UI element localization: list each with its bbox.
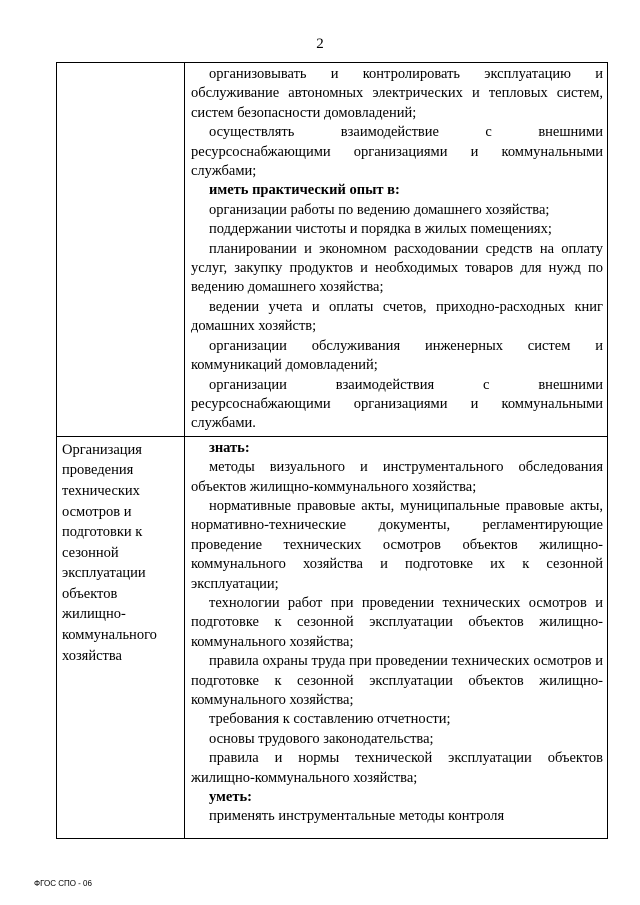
left-cell-label	[57, 437, 184, 667]
paragraph: организации взаимодействия с внешними ресурсоснабжающими организациями и коммунальными службами.	[191, 376, 603, 432]
table-row	[57, 436, 608, 838]
left-label-line: эксплуатации	[62, 565, 146, 582]
paragraph-list	[185, 439, 607, 827]
left-cell	[57, 436, 185, 838]
paragraph: технологии работ при проведении технических осмотров и подготовке к сезонной эксплуатации объектов жилищно-коммунального хозяйства;	[191, 594, 603, 650]
paragraph-list	[185, 65, 607, 434]
left-label-line: осмотров и	[62, 503, 132, 520]
left-label-line: сезонной	[62, 544, 119, 561]
right-cell	[185, 63, 608, 437]
paragraph: осуществлять взаимодействие с внешними ресурсоснабжающими организациями и коммунальными службами;	[191, 124, 603, 180]
footer-code: ФГОС СПО - 06	[34, 879, 92, 888]
paragraph: нормативные правовые акты, муниципальные правовые акты, нормативно-технические документы, регламентирующие проведение технических осмотров объектов жилищно-коммунального хозяйства и подготовке их к сезонной эксплуатации;	[191, 497, 603, 592]
section-heading: знать:	[209, 439, 250, 456]
paragraph: организации обслуживания инженерных систем и коммуникаций домовладений;	[191, 337, 603, 374]
left-cell	[57, 63, 185, 437]
section-heading: иметь практический опыт в:	[209, 182, 400, 199]
right-cell	[185, 436, 608, 838]
paragraph: организации работы по ведению домашнего хозяйства;	[209, 201, 550, 218]
left-label-line: коммунального	[62, 627, 157, 644]
left-label-line: хозяйства	[62, 647, 122, 664]
page-number: 2	[316, 36, 324, 52]
paragraph: ведении учета и оплаты счетов, приходно-расходных книг домашних хозяйств;	[191, 298, 603, 335]
paragraph: методы визуального и инструментального обследования объектов жилищно-коммунального хозяйства;	[191, 459, 603, 495]
left-label-line: жилищно-	[62, 606, 126, 623]
paragraph: правила охраны труда при проведении технических осмотров и подготовке к сезонной эксплуатации объектов жилищно-коммунального хозяйства;	[191, 653, 603, 708]
paragraph: требования к составлению отчетности;	[209, 711, 451, 728]
left-label-line: проведения	[62, 462, 134, 479]
paragraph: применять инструментальные методы контроля	[209, 808, 505, 825]
paragraph: поддержании чистоты и порядка в жилых помещениях;	[209, 221, 552, 238]
left-label-line: объектов	[62, 585, 118, 602]
table-row	[57, 63, 608, 437]
competency-table	[56, 62, 608, 839]
paragraph: основы трудового законодательства;	[209, 730, 434, 747]
left-label-line: технических	[62, 482, 140, 499]
section-heading: уметь:	[209, 789, 252, 806]
left-label-line: Организация	[62, 441, 142, 458]
left-label-line: подготовки к	[62, 524, 143, 541]
left-cell-label	[57, 63, 184, 66]
paragraph: организовывать и контролировать эксплуатацию и обслуживание автономных электрических и тепловых систем, систем безопасности домовладений;	[191, 66, 603, 121]
paragraph: планировании и экономном расходовании средств на оплату услуг, закупку продуктов и необходимых товаров для нужд по ведению домашнего хозяйства;	[191, 240, 603, 296]
paragraph: правила и нормы технической эксплуатации объектов жилищно-коммунального хозяйства;	[191, 750, 603, 786]
